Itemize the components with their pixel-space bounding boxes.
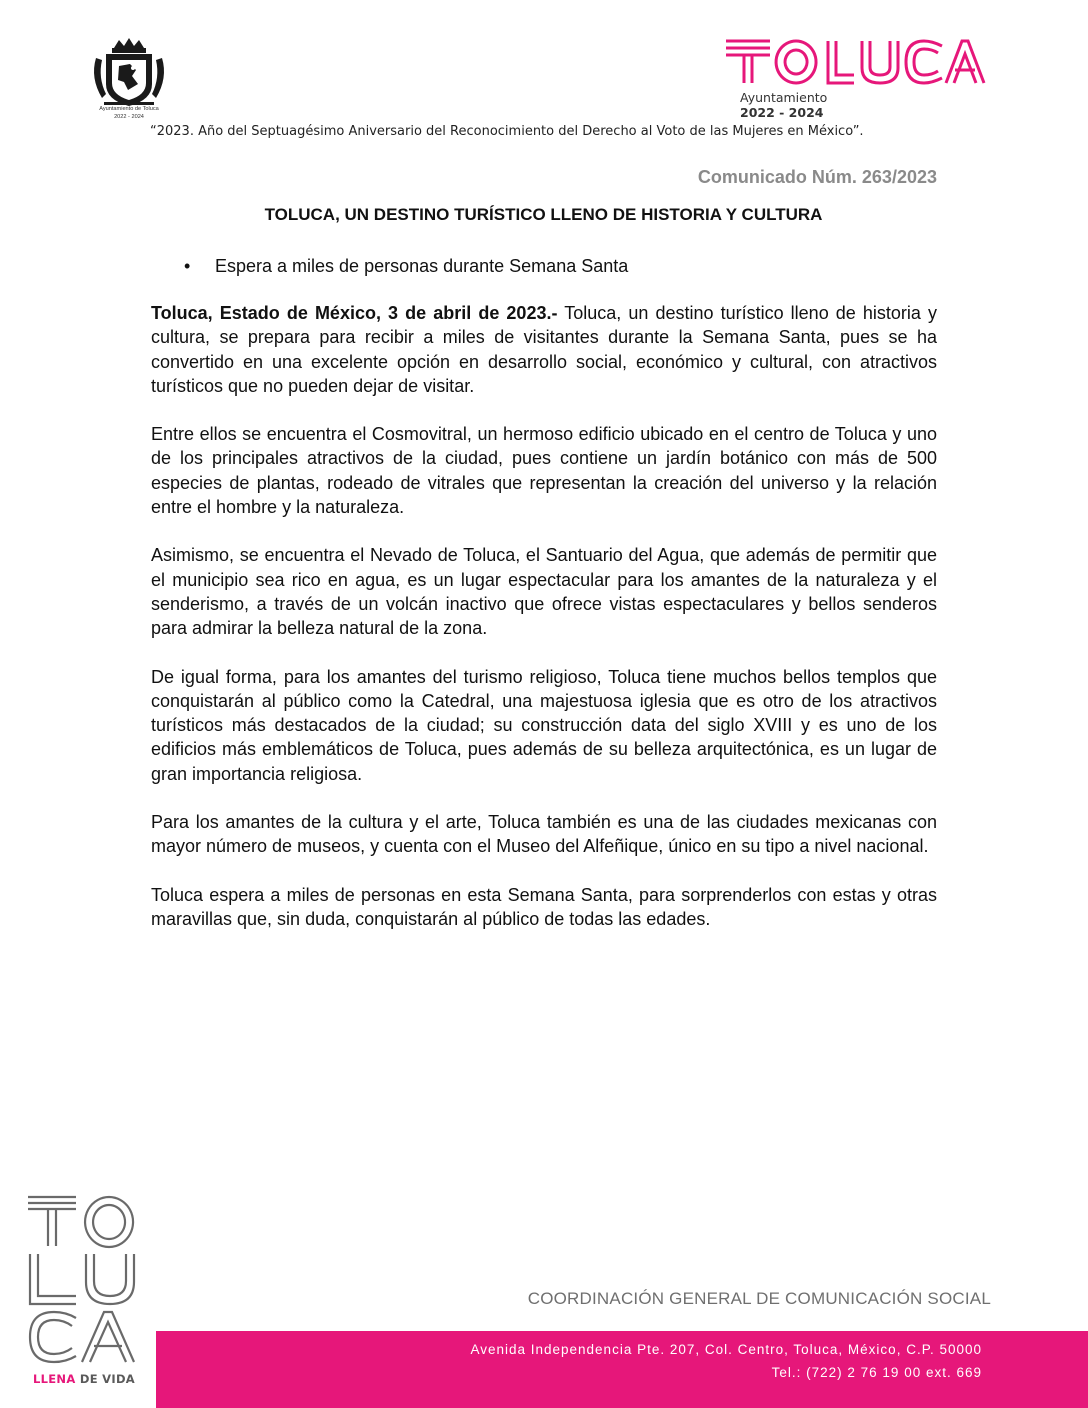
toluca-stacked-logo [26, 1194, 138, 1368]
press-release-number: Comunicado Núm. 263/2023 [697, 167, 937, 187]
department-name: COORDINACIÓN GENERAL DE COMUNICACIÓN SOCIAL [527, 1289, 991, 1308]
document-title: TOLUCA, UN DESTINO TURÍSTICO LLENO DE HISTORIA Y CULTURA [264, 205, 823, 224]
tagline-part-1: LLENA [33, 1372, 76, 1386]
logo-years: 2022 - 2024 [740, 105, 824, 120]
paragraph-text: Toluca, un destino turístico lleno de historia y cultura, se prepara para recibir a miles de visitantes durante la Semana Santa, pues se ha convertido en una excelente opción en desarrollo social, económico y cultural, con atractivos turísticos que no pueden dejar de visitar. [151, 303, 938, 396]
seal-caption-years: 2022 - 2024 [114, 114, 144, 120]
paragraph: Para los amantes de la cultura y el arte, Toluca también es una de las ciudades mexicanas con mayor número de museos, y cuenta con el Museo del Alfeñique, único en su tipo a nivel nacional. [151, 812, 937, 857]
paragraph: Toluca espera a miles de personas en esta Semana Santa, para sorprenderlos con estas y otras maravillas que, sin duda, conquistarán al público de todas las edades. [151, 884, 937, 929]
tagline-part-2: DE VIDA [79, 1372, 135, 1386]
brand-tagline [33, 1372, 135, 1386]
paragraph [151, 301, 937, 398]
official-year-motto: “2023. Año del Septuagésimo Aniversario del Reconocimiento del Derecho al Voto de las Mujeres en México”. [150, 124, 864, 139]
paragraph: Entre ellos se encuentra el Cosmovitral, un hermoso edificio ubicado en el centro de Toluca y uno de los principales atractivos de la ciudad, pues contiene un jardín botánico con más de 500 especies de plantas, rodeado de vitrales que representan la creación del universo y la relación entre el hombre y la naturaleza. [151, 424, 937, 518]
seal-caption-name: Ayuntamiento de Toluca [99, 106, 159, 112]
footer-address: Avenida Independencia Pte. 207, Col. Centro, Toluca, México, C.P. 50000 [470, 1342, 982, 1357]
paragraph: Asimismo, se encuentra el Nevado de Toluca, el Santuario del Agua, que además de permitir que el municipio sea rico en agua, es un lugar espectacular para los amantes de la naturaleza y el senderismo, a través de un volcán inactivo que ofrece vistas espectaculares y bellos senderos para admirar la belleza natural de la zona. [151, 545, 937, 639]
logo-subtitle: Ayuntamiento [740, 90, 828, 105]
document-body [151, 301, 937, 931]
paragraph: De igual forma, para los amantes del turismo religioso, Toluca tiene muchos bellos templos que conquistarán al público como la Catedral, una majestuosa iglesia que es otro de los atractivos turísticos más destacados de la ciudad; su construcción data del siglo XVIII y es uno de los edificios más emblemáticos de Toluca, pues además de su belleza arquitectónica, es un lugar de gran importancia religiosa. [151, 666, 937, 784]
footer-phone: Tel.: (722) 2 76 19 00 ext. 669 [771, 1365, 982, 1380]
dateline: Toluca, Estado de México, 3 de abril de 2023.- [151, 303, 558, 323]
bullet-marker: • [184, 256, 191, 276]
bullet-text: Espera a miles de personas durante Semana Santa [215, 256, 629, 276]
